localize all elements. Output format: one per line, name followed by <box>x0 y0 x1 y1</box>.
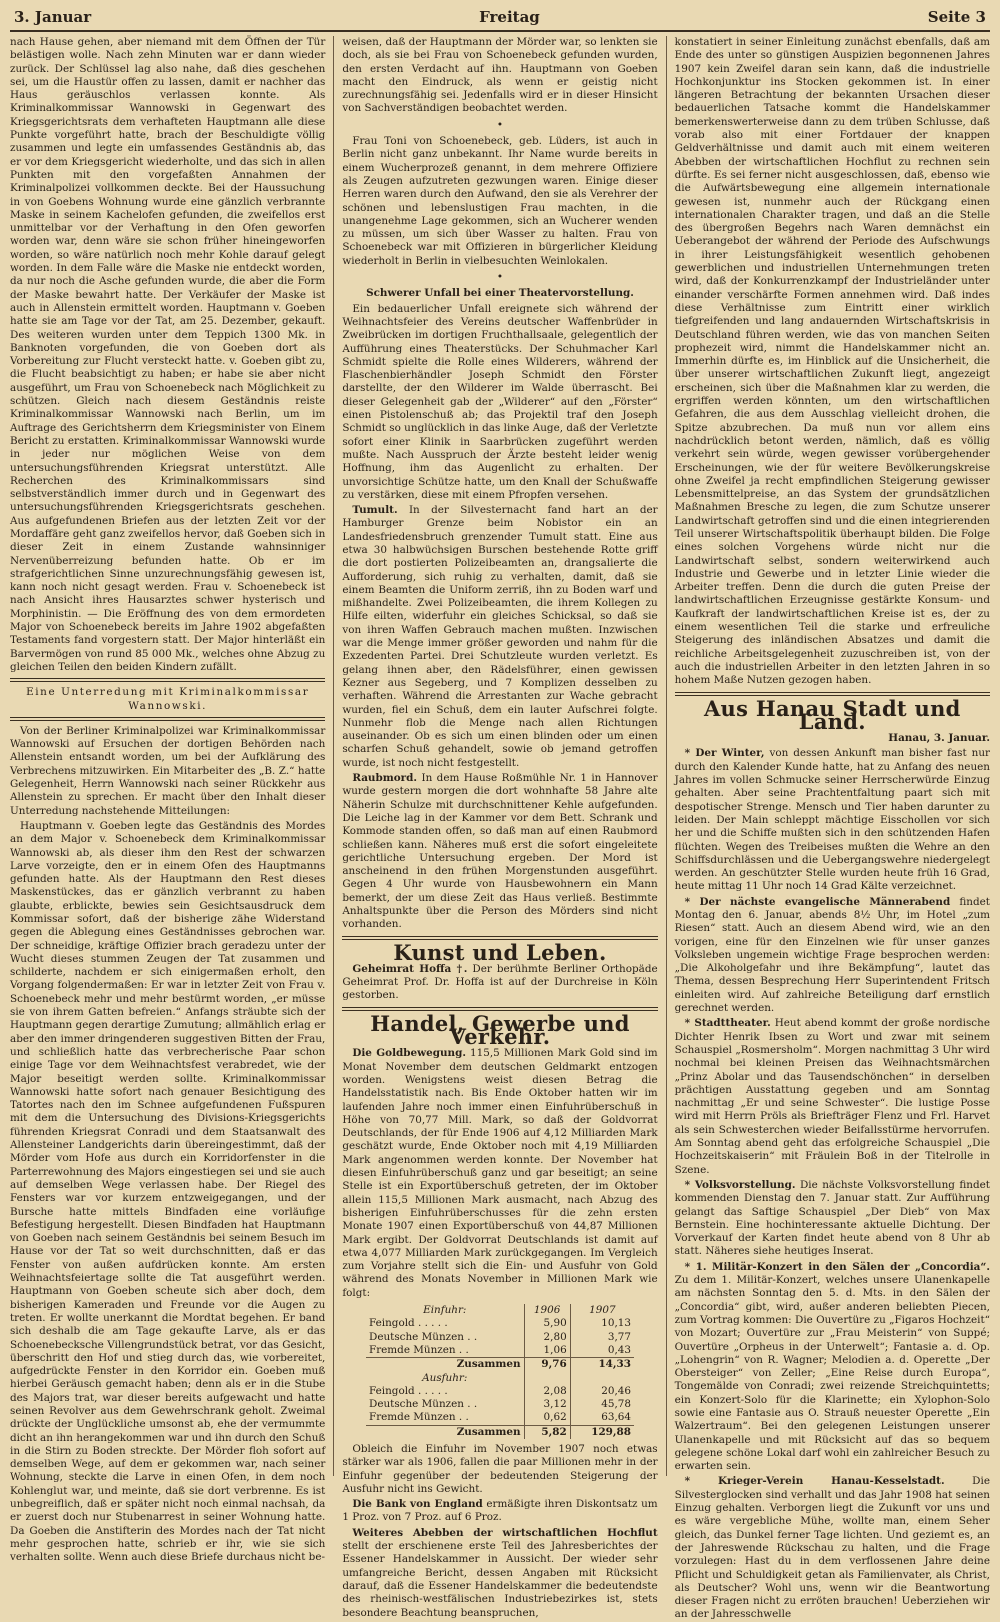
column-2 <box>333 36 658 1619</box>
column-1 <box>10 36 326 1564</box>
winter-heading: * Der Winter, <box>684 747 765 760</box>
section-title-kunst: Kunst und Leben. <box>393 939 607 965</box>
table-row <box>366 1317 634 1330</box>
header-weekday: Freitag <box>479 8 540 26</box>
page-header <box>10 6 990 32</box>
article-paragraph: Frau Toni von Schoenebeck, geb. Lüders, ist auch in Berlin nicht ganz unbekannt. Ihr Name wurde bereits in einem Wucherprozeß genannt, in dem mehrere Offiziere als Zeugen aufzutreten gezwungen waren. Einige dieser Herren waren durch den Aufwand, den sie als Verehrer der schönen und lebenslustigen Frau machten, in die unangenehme Lage gekommen, sich an Wucherer wenden zu müssen, um sich über Wasser zu halten. Frau von Schoenebeck war mit Offizieren in bürgerlicher Kleidung wiederholt in Berlin in vielbesuchten Weinlokalen. <box>342 135 658 267</box>
table-cell: 1,06 <box>524 1344 570 1358</box>
table-cell: Zusammen <box>366 1425 524 1439</box>
table-cell: Feingold . . . . . <box>368 1317 448 1330</box>
table-row <box>366 1385 634 1398</box>
table-cell: 63,64 <box>570 1411 634 1425</box>
table-cell: Fremde Münzen . . <box>368 1343 469 1356</box>
volksvorstellung-text: Die nächste Volksvorstellung findet kommenden Dienstag den 7. Januar statt. Zur Aufführung gelangt das Saftige Schauspiel „Der Dieb“ von Max Bernstein. Eine hochinteressante aktuelle Dichtung. Der Vorverkauf der Karten findet heute abend von 8 Uhr ab statt. Näheres siehe heutiges Inserat. <box>674 1178 990 1258</box>
table-cell: 129,88 <box>570 1425 634 1439</box>
kriegerverein-text: Die Silvesterglocken sind verhallt und das Jahr 1908 hat seinen Einzug gehalten. Verborgen liegt die Zukunft vor uns und es wäre vergebliche Mühe, wollte man, einem Seher gleich, das Dunkel ferner Tage lichten. Und geziemt es, an der Jahreswende Rückschau zu halten, und die Frage vorzulegen: Hast du in dem verflossenen Jahre deine Pflicht und Schuldigkeit getan als Familienvater, als Christ, als Deutscher? Wohl uns, wenn wir die Beantwortung dieser Fragen nicht zu erröten brauchen! Ueberziehen wir an der Jahresschwelle <box>674 1475 990 1621</box>
table-cell: 14,33 <box>570 1358 634 1372</box>
table-cell: 45,78 <box>570 1398 634 1411</box>
maennerabend-heading: * Der nächste evangelische Männerabend <box>684 895 951 908</box>
gold-table <box>366 1304 634 1439</box>
interview-heading: Eine Unterredung mit Kriminalkommissar Wannowski. <box>26 686 310 712</box>
kriegerverein-heading: * Krieger-Verein Hanau-Kesselstadt. <box>684 1475 945 1488</box>
konzert-heading: * 1. Militär-Konzert in den Sälen der „Concordia“. <box>684 1260 990 1273</box>
tumult-heading: Tumult. <box>352 504 398 517</box>
interview-intro: Von der Berliner Kriminalpolizei war Kriminalkommissar Wannowski auf Ersuchen der dortigen Behörden nach Allenstein entsandt worden, um bei der Aufklärung des Verbrechens mitzuwirken. Ein Mitarbeiter des „B. Z.“ hatte Gelegenheit, Herrn Wannowski nach seiner Rückkehr aus Allenstein zu sprechen. Er macht über den Inhalt dieser Unterredung nachstehende Mitteilungen: <box>10 724 326 817</box>
article-continuation: konstatiert in seiner Einleitung zunächst ebenfalls, daß am Ende des unter so günstigen Auspizien begonnenen Jahres 1907 kein Zweifel daran sein kann, daß die industrielle Hochkonjunktur ins Stocken gekommen ist. In einer längeren Betrachtung der bekannten Ursachen dieser bedauerlichen Tatsache kommt die Handelskammer bemerkenswerterweise dann zu dem trüben Schlusse, daß vorab also mit einer Fortdauer der knappen Geldverhältnisse und damit auch mit einem weiteren Abebben der wirtschaftlichen Hochflut zu rechnen sein dürfte. Es sei ferner nicht ausgeschlossen, daß, ebenso wie die Aufwärtsbewegung eine allgemein internationale gewesen ist, nunmehr auch der Rückgang einen internationalen Charakter tragen, und daß an die Stelle des übergroßen Begehrs nach Waren demnächst ein Ueberangebot der während der Periode des Aufschwungs in ihrer Leistungsfähigkeit wesentlich gehobenen gewerblichen und industriellen Unternehmungen treten wird, daß der Konkurrenzkampf der Industrieländer unter einander verschärfte Formen annehmen wird. Daß indes diese Verhältnisse zum Eintritt einer wirklich tiefgreifenden und lang andauernden Wirtschaftskrisis in Deutschland führen werden, wie das von manchen Seiten prophezeit wird, nimmt die Handelskammer nicht an. Immerhin dürfte es, im Hinblick auf die Unsicherheit, die über unserer wirtschaftlichen Zukunft liegt, angezeigt erscheinen, sich über die Maßnahmen klar zu werden, die ergriffen werden könnten, um den wirtschaftlichen Gefahren, die aus dem Ausschlag vielleicht drohen, die Spitze abzubrechen. Da muß nun vor allem eins nachdrücklich betont werden, nämlich, daß es völlig verkehrt sein würde, wegen gewisser vorübergehender Erscheinungen, wie der für weitere Bevölkerungskreise ohne Zweifel ja recht empfindlichen Steigerung gewisser Lebensmittelpreise, an das System der grundsätzlichen Maßnahmen Bresche zu legen, die zum Schutze unserer Landwirtschaft getroffen sind und die einen integrierenden Teil unserer Wirtschaftspolitik überhaupt bilden. Die Folge eines solchen Vorgehens würde nicht nur die Landwirtschaft selbst, sondern weiterwirkend auch Industrie und Gewerbe und in letzter Linie wieder die Arbeiter treffen. Denn die durch die guten Preise der landwirtschaftlichen Erzeugnisse gestärkte Konsum- und Kaufkraft der landwirtschaftlichen Kreise ist es, der zu einem wesentlichen Teil die starke und erfreuliche Steigerung des inländischen Absatzes und damit die reichliche Arbeitsgelegenheit zuzuschreiben ist, von der auch die industriellen Arbeiter in den letzten Jahren in so hohem Maße Nutzen gezogen haben. <box>674 36 990 687</box>
table-cell: 10,13 <box>570 1317 634 1330</box>
theater-accident-text: Ein bedauerlicher Unfall ereignete sich während der Weihnachtsfeier des Vereins deutscher Waffenbrüder in Zweibrücken im dortigen Fruchthallsaale, gelegentlich der Aufführung eines Theaterstücks. Der Schuhmacher Karl Schmidt spielte die Rolle eines Wilderers, während der Flaschenbierhändler Joseph Schmidt den Förster darstellte, der den Wilderer im Walde überrascht. Bei dieser Gelegenheit gab der „Wilderer“ auf den „Förster“ einen Pistolenschuß ab; das Projektil traf den Joseph Schmidt so unglücklich in das linke Auge, daß der Verletzte sofort einer Klinik in Saarbrücken zugeführt werden mußte. Nach Ausspruch der Ärzte besteht leider wenig Hoffnung, ihm das Augenlicht zu erhalten. Der unvorsichtige Schütze hatte, um den Knall der Schußwaffe zu verstärken, diese mit einem Pfropfen versehen. <box>342 302 658 501</box>
divider <box>675 692 990 696</box>
table-cell: 3,12 <box>524 1398 570 1411</box>
table-cell: 3,77 <box>570 1331 634 1344</box>
raubmord-text: In dem Hause Roßmühle Nr. 1 in Hannover wurde gestern morgen die dort wohnhafte 58 Jahre alte Näherin Schulze mit durchschnittener Kehle aufgefunden. Die Leiche lag in der Kammer vor dem Bett. Schrank und Kommode standen offen, so daß man auf einen Raubmord schließen kann. Näheres muß erst die sofort eingeleitete gerichtliche Untersuchung ergeben. Der Mord ist anscheinend in den frühen Morgenstunden ausgeführt. Gegen 4 Uhr wurde von Hausbewohnern ein Mann bemerkt, der um diese Zeit das Haus verließ. Bestimmte Anhaltspunkte über die Person des Mörders sind nicht vorhanden. <box>342 772 658 931</box>
table-label-einfuhr: Einfuhr: <box>423 1304 467 1317</box>
article-continuation: weisen, daß der Hauptmann der Mörder war, so lenkten sie doch, als sie bei Frau von Schoenebeck gefunden wurden, den ersten Verdacht auf ihn. Hauptmann von Goeben macht den Eindruck, als wenn er geistig nicht zurechnungsfähig sei. Jedenfalls wird er in dieser Hinsicht von Sachverständigen beobachtet werden. <box>342 36 658 115</box>
stadttheater-text: Heut abend kommt der große nordische Dichter Henrik Ibsen zu Wort und zwar mit seinem Schauspiel „Rosmersholm“. Morgen nachmittag 3 Uhr wird nochmal bei kleinen Preisen das Weihnachtsmärchen „Prinz Abolar und das Tausendschönchen“ in derselben prächtigen Ausstattung gegeben und am Sonntag nachmittag „Er und seine Schwester“. Die lustige Posse wird mit Herrn Pröls als Briefträger Flenz und Frl. Harvet als sein Schwesterchen wieder Beifallsstürme hervorrufen. Am Sonntag abend geht das erfolgreiche Schauspiel „Die Hochzeitskaiserin“ mit Fräulein Boß in der Titelrolle in Szene. <box>674 1017 990 1176</box>
column-3 <box>666 36 990 1621</box>
theater-accident-heading: Schwerer Unfall bei einer Theatervorstellung. <box>366 287 634 300</box>
table-row <box>366 1398 634 1411</box>
table-cell: Deutsche Münzen . . <box>368 1330 478 1343</box>
table-label-ausfuhr: Ausfuhr: <box>422 1371 468 1384</box>
winter-text: von dessen Ankunft man bisher fast nur durch den Kalender Kunde hatte, hat zu Anfang des neuen Jahres im vollen Schmucke seiner Herrscherwürde Einzug gehalten. Aber seine Prachtentfaltung paart sich mit despotischer Strenge. Mensch und Tier haben darunter zu leiden. Der Main schleppt mächtige Eisschollen vor sich her und die Schiffe mußten sich in den schützenden Hafen flüchten. Wegen des Treibeises mußten die Wehre an den Schiffsdurchlässen und die Uebergangswehre niedergelegt werden. An geschützter Stelle wurden heute früh 16 Grad, heute mittag 11 Uhr noch 14 Grad Kälte verzeichnet. <box>674 747 990 893</box>
article-continuation: nach Hause gehen, aber niemand mit dem Öffnen der Tür belästigen wolle. Nach zehn Minuten war er dann wieder zurück. Der Schlüssel lag also nahe, daß dies geschehen sei, um die Haustür offen zu lassen, damit er nachher das Haus geräuschlos verlassen konnte. Als Kriminalkommissar Wannowski in Gegenwart des Kriegsgerichtsrats dem verhafteten Hauptmann alle diese Punkte vorgeführt hatte, brach der Beschuldigte völlig zusammen und legte ein umfassendes Geständnis ab, das er vor dem Kriegsgericht wiederholte, und das sich in allen Punkten mit den vorgefaßten Annahmen der Kriminalpolizei vollkommen deckte. Bei der Haussuchung in von Goebens Wohnung wurde eine gänzlich verbrannte Maske in seinem Kachelofen gefunden, die zweifellos erst unmittelbar vor der Verhaftung in den Ofen geworfen worden war, denn wäre sie schon früher hineingeworfen worden, so wäre natürlich noch mehr Kohle darauf gelegt worden. In dem Falle wäre die Maske nie entdeckt worden, da nur noch die Asche gefunden wurde, die aber die Form der Maske bewahrt hatte. Der Verkäufer der Maske ist auch in Allenstein ermittelt worden. Hauptmann v. Goeben hatte sie am Tage vor der Tat, am 25. Dezember, gekauft. Des weiteren wurden unter dem Teppich 1300 Mk. in Banknoten vorgefunden, die von Goeben dort als Vorbereitung zur Flucht versteckt hatte. v. Goeben gibt zu, die Flucht beabsichtigt zu haben; er habe sie aber nicht ausgeführt, um Frau von Schoenebeck nach Möglichkeit zu schützen. Gleich nach diesem Geständnis reiste Kriminalkommissar Wannowski nach Berlin, um im Auftrage des Gerichtsherrn dem Kriegsminister von Einem Bericht zu erstatten. Kriminalkommissar Wannowski wurde in jeder nur möglichen Weise von dem untersuchungsführenden Kriegsrat unterstützt. Alle Recherchen des Kriminalkommissars sind selbstverständlich immer durch und in Gegenwart des untersuchungsführenden Kriegsgerichtsrats geschehen. Aus aufgefundenen Briefen aus der letzten Zeit vor der Mordaffäre geht ganz zweifellos hervor, daß Goeben sich in dieser Zeit in einem Zustande wahnsinniger Nervenüberreizung befunden hatte. Ob er im strafgerichtlichen Sinne unzurechnungsfähig gewesen ist, kann noch nicht gesagt werden. Frau v. Schoenebeck ist nach Ansicht ihres Hausarztes schwer hysterisch und Morphinistin. — Die Eröffnung des von dem ermordeten Major von Schoenebeck bereits im Jahre 1902 abgefaßten Testaments fand vorgestern statt. Der Major hinterläßt ein Barvermögen von rund 85 000 Mk., welches ohne Abzug zu gleichen Teilen den beiden Kindern zufällt. <box>10 36 326 673</box>
gold-conclusion: Obleich die Einfuhr im November 1907 noch etwas stärker war als 1906, fallen die paar Millionen mehr in der Einfuhr gegenüber der bedeutenden Steigerung der Ausfuhr nicht ins Gewicht. <box>342 1442 658 1495</box>
abebben-text: stellt der erschienene erste Teil des Jahresberichtes der Essener Handelskammer in Aussicht. Der wieder sehr umfangreiche Bericht, dessen Angaben mit Rücksicht darauf, daß die Essener Handelskammer die bedeutendste des rheinisch-westfälischen Industriebezirkes ist, stets besondere Beachtung beanspruchen, <box>342 1540 658 1619</box>
table-cell: 2,08 <box>524 1385 570 1398</box>
bank-heading: Die Bank von England <box>352 1498 483 1511</box>
table-cell: 9,76 <box>524 1358 570 1372</box>
header-date: 3. Januar <box>14 8 92 26</box>
volksvorstellung-heading: * Volksvorstellung. <box>684 1178 796 1191</box>
abebben-heading: Weiteres Abebben der wirtschaftlichen Hochflut <box>352 1526 658 1539</box>
divider <box>10 678 325 682</box>
raubmord-heading: Raubmord. <box>352 772 418 785</box>
section-title-hanau: Aus Hanau Stadt und Land. <box>703 695 961 734</box>
separator-dot: • <box>496 271 504 284</box>
hoffa-heading: Geheimrat Hoffa †. <box>352 962 468 975</box>
table-cell: 0,62 <box>524 1411 570 1425</box>
dateline: Hanau, 3. Januar. <box>888 732 990 745</box>
bank-text: ermäßigte ihren Diskontsatz um 1 Proz. von 7 Proz. auf 6 Proz. <box>342 1498 658 1524</box>
gold-text: 115,5 Millionen Mark Gold sind im Monat November dem deutschen Geldmarkt entzogen worden. Wenigstens weist diesen Betrag die Handelsstatistik nach. Bis Ende Oktober hatten wir im laufenden Jahre noch immer einen Einfuhrüberschuß in Höhe von 70,77 Mill. Mark, so daß der Goldvorrat Deutschlands, der für Ende 1906 auf 4,12 Milliarden Mark geschätzt wurde, Ende Oktober noch mit 4,19 Milliarden Mark angenommen werden konnte. Der November hat diesen Einfuhrüberschuß ganz und gar beseitigt; an seine Stelle ist ein Exportüberschuß getreten, der im Oktober allein 115,5 Millionen Mark ausmacht, nach Abzug des bisherigen Einfuhrüberschusses für die zehn ersten Monate 1907 einen Exportüberschuß von 44,87 Millionen Mark ergibt. Der Goldvorrat Deutschlands ist damit auf etwa 4,077 Milliarden Mark zurückgegangen. Im Vergleich zum Vorjahre stellt sich die Ein- und Ausfuhr von Gold während des Monats November in Millionen Mark wie folgt: <box>342 1047 658 1299</box>
table-cell: 2,80 <box>524 1331 570 1344</box>
table-row-sum <box>366 1358 634 1372</box>
divider <box>10 717 325 721</box>
table-row <box>366 1411 634 1425</box>
maennerabend-text: findet Montag den 6. Januar, abends 8½ Uhr, im Hotel „zum Riesen“ statt. Auch an diesem Abend wird, wie an den vorigen, eine für den Einzelnen wie für unser ganzes Volksleben ungemein wichtige Frage besprochen werden: „Die Alkoholgefahr und ihre Bekämpfung“, lautet das Thema, dessen Besprechung Herr Superintendent Fritsch einleiten wird. Auf zahlreiche Beteiligung darf ernstlich gerechnet werden. <box>674 895 990 1015</box>
table-cell: 5,82 <box>524 1425 570 1439</box>
stadttheater-heading: * Stadttheater. <box>684 1017 771 1030</box>
table-cell: 5,90 <box>524 1317 570 1330</box>
table-row <box>366 1344 634 1358</box>
section-title-handel: Handel, Gewerbe und Verkehr. <box>370 1010 630 1050</box>
table-cell: Feingold . . . . . <box>368 1384 448 1397</box>
table-cell: Zusammen <box>366 1358 524 1372</box>
header-page-number: Seite 3 <box>927 8 986 26</box>
table-year: 1906 <box>524 1304 570 1317</box>
table-cell: 0,43 <box>570 1344 634 1358</box>
divider <box>342 936 657 940</box>
gold-heading: Die Goldbewegung. <box>352 1047 466 1060</box>
table-row-sum <box>366 1425 634 1439</box>
table-cell: Fremde Münzen . . <box>368 1411 469 1424</box>
konzert-text: Zu dem 1. Militär-Konzert, welches unsere Ulanenkapelle am nächsten Sonntag den 5. d. Mts. in den Sälen der „Concordia“ gibt, wird, außer anderen beliebten Piecen, zum Vortrag kommen: Die Ouvertüre zu „Figaros Hochzeit“ von Mozart; Ouvertüre zur „Frau Meisterin“ von Suppé; Ouvertüre „Orpheus in der Unterwelt“; Fantasie a. d. Op. „Lohengrin“ von R. Wagner; Melodien a. d. Operette „Der Obersteiger“ von Zeller; „Eine Reise durch Europa“, Tongemälde von Conradi; zwei reizende Streichquintetts; ein Konzert-Solo für die Klarinette; ein Xylophon-Solo sowie eine Fantasie aus O. Strauß neuester Operette „Ein Walzertraum“. Bei den gelegenen Leistungen unserer Ulanenkapelle und mit Rücksicht auf das so bequem gelegene schöne Lokal darf wohl ein zahlreicher Besuch zu erwarten sein. <box>674 1274 990 1473</box>
interview-body: Hauptmann v. Goeben legte das Geständnis des Mordes an dem Major v. Schoenebeck dem Kriminalkommissar Wannowski ab, als dieser ihm den Rest der schwarzen Larve vorzeigte, den er in einem Ofen des Hauptmanns gefunden hatte. Als der Hauptmann den Rest dieses Maskenstückes, das er gänzlich verbrannt zu haben glaubte, erblickte, bewies sein Gesichtsausdruck dem Kommissar sofort, daß der bisherige zähe Widerstand gegen die Ablegung eines Geständnisses gebrochen war. Der schneidige, kräftige Offizier brach geradezu unter der Wucht dieses stummen Zeugen der Tat zusammen und schilderte, nachdem er sich einigermaßen erholt, den Vorgang folgendermaßen: Er war in letzter Zeit von Frau v. Schoenebeck mehr und mehr bestürmt worden, „er müsse sie von ihrem Gatten befreien.“ Anfangs sträubte sich der Hauptmann gegen derartige Zumutung; allmählich erlag er aber den immer dringenderen suggestiven Bitten der Frau, und schließlich hatte das verbrecherische Paar schon einige Tage vor dem Weihnachtsfest verabredet, wie der Major beseitigt werden sollte. Kriminalkommissar Wannowski hatte sofort nach genauer Besichtigung des Tatortes nach den im Schnee aufgefundenen Fußspuren mit dem die Untersuchung des Divisions-Kriegsgerichts führenden Kriegsrat Conradi und dem Staatsanwalt des Allensteiner Landgerichts darin übereingestimmt, daß der Mörder vom Hofe aus durch ein Korridorfenster in die Parterrewohnung des Majors eingestiegen sei und sie auch auf demselben Wege verlassen habe. Der Riegel des Fensters war vor kurzem entzweigegangen, und der Bursche hatte mittels Bindfaden eine vorläufige Befestigung hergestellt. Diesen Bindfaden hat Hauptmann von Goeben nach seinem Geständnis bei seinem Besuch im Hause vor der Tat so weit durchschnitten, daß er das Fenster von außen aufdrücken konnte. Am ersten Weihnachtsfeiertage sollte die Tat ausgeführt werden. Hauptmann von Goeben scheute sich aber doch, dem bisherigen Kameraden und Freunde vor die Augen zu treten. Er wollte unerkannt die Mordtat begehen. Er band sich deshalb die am Tage gekaufte Larve, als er das Schoenebecksche Villengrundstück betrat, vor das Gesicht, überschritt den Hof und stieg durch das, wie vorbereitet, aufgedrückte Fenster in den Korridor ein. Goeben muß hierbei Geräusch gemacht haben; denn als er in die Stube des Majors trat, war dieser bereits aufgewacht und hatte seinen Revolver aus dem Gewehrschrank geholt. Zweimal drückte der Unglückliche umsonst ab, ehe der vermummte dicht an ihn herangekommen war und ihn durch den Schuß in die Stirn zu Boden streckte. Der Mörder floh sofort auf demselben Wege, auf dem er gekommen war, nach seiner Wohnung, steckte die Larve in einen Ofen, in dem noch Kohlenglut war, und meinte, daß sie dort verbrenne. Es ist unbegreiflich, daß er später nicht noch einmal nachsah, da er zuerst doch nur Stubenarrest in seiner Wohnung hatte. Da Goeben die Anstifterin des Mordes nach der Tat nicht mehr gesprochen hatte, schrieb er ihr, wie sie sich verhalten sollte. Wenn auch diese Briefe durchaus nicht be- <box>10 819 326 1564</box>
separator-dot: • <box>496 118 504 131</box>
table-cell: 20,46 <box>570 1385 634 1398</box>
table-cell: Deutsche Münzen . . <box>368 1398 478 1411</box>
table-year: 1907 <box>570 1304 634 1317</box>
table-row <box>366 1331 634 1344</box>
hoffa-text: Der berühmte Berliner Orthopäde Geheimrat Prof. Dr. Hoffa ist auf der Durchreise in Köln gestorben. <box>342 962 658 1002</box>
tumult-text: In der Silvesternacht fand hart an der Hamburger Grenze beim Nobistor ein an Landesfriedensbruch grenzender Tumult statt. Eine aus etwa 30 halbwüchsigen Burschen bestehende Rotte griff die dort postierten Polizeibeamten an, drangsalierte die Aufforderung, sich ruhig zu verhalten, damit, daß sie einem Beamten die Uniform zerriß, ihn zu Boden warf und mißhandelte. Zwei Polizeibeamten, die ihrem Kollegen zu Hilfe eilten, widerfuhr ein gleiches Schicksal, so daß sie von ihren Waffen Gebrauch machen mußten. Inzwischen war die Menge immer größer geworden und nahm für die Exzedenten Partei. Drei Schutzleute wurden verletzt. Es gelang ihnen aber, den Rädelsführer, einen gewissen Kezner aus Segeberg, und 7 Komplizen desselben zu verhaften. Während die Arrestanten zur Wache gebracht wurden, fiel ein Schuß, dem ein lauter Aufschrei folgte. Nunmehr flob die Menge nach allen Richtungen auseinander. Ob es sich um einen blinden oder um einen scharfen Schuß gehandelt, sowie ob jemand getroffen wurde, ist noch nicht festgestellt. <box>342 504 658 769</box>
